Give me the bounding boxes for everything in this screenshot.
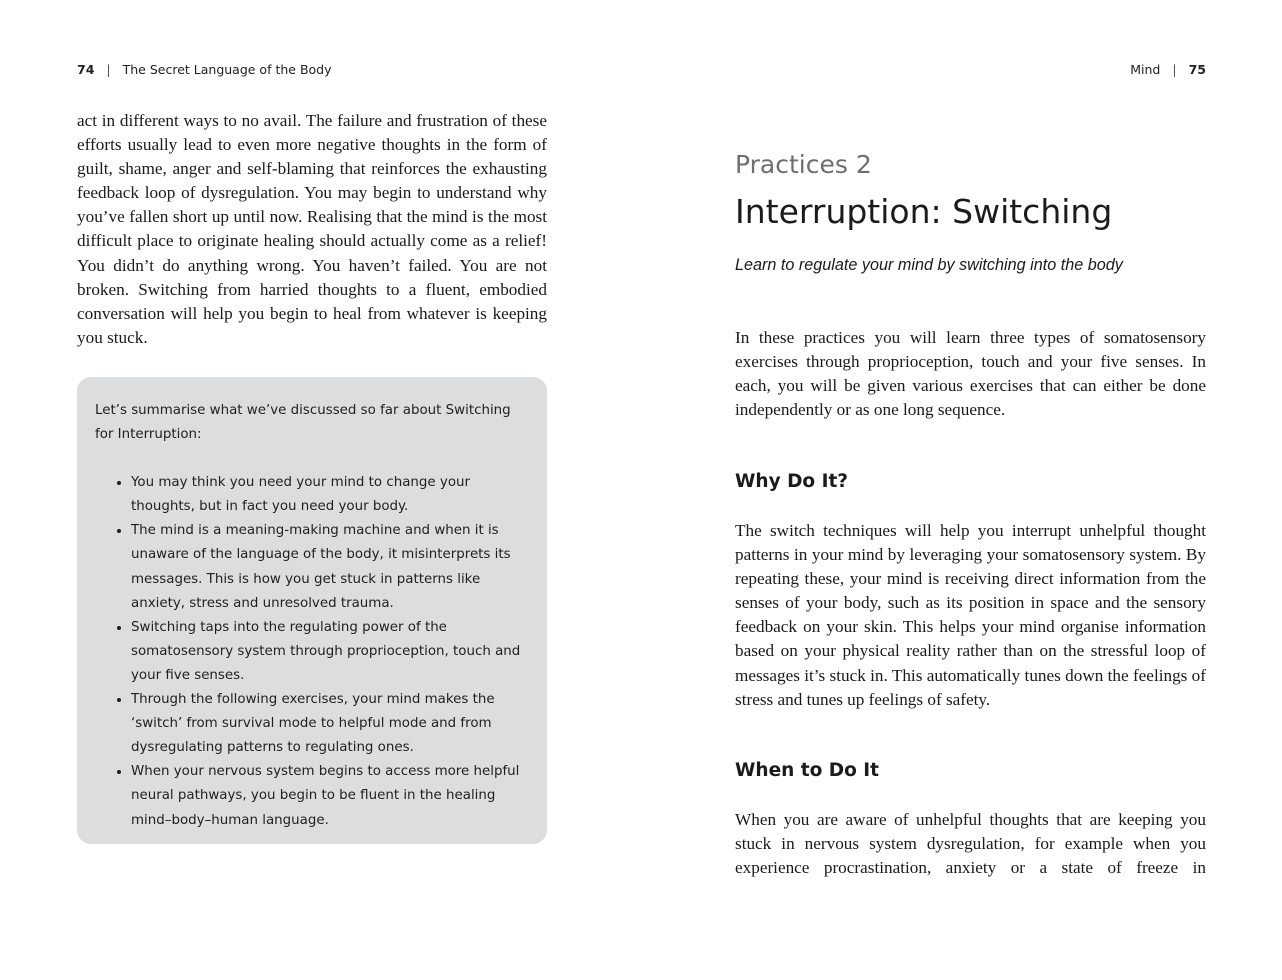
why-heading: Why Do It? <box>735 471 849 492</box>
summary-bullet-list <box>95 471 531 832</box>
summary-intro: Let’s summarise what we’ve discussed so far about Switching for Interruption: <box>95 403 511 443</box>
right-page <box>641 0 1282 980</box>
summary-bullet: • Switching taps into the regulating power of the somatosensory system through proprioception, touch and your five senses. <box>131 616 531 688</box>
section-title: Interruption: Switching <box>735 192 1113 231</box>
section-subtitle: Learn to regulate your mind by switching into the body <box>735 256 1123 274</box>
right-page-number: 75 <box>1188 62 1206 77</box>
summary-bullet: • You may think you need your mind to change your thoughts, but in fact you need your body. <box>131 471 531 519</box>
section-kicker: Practices 2 <box>735 150 872 179</box>
when-paragraph: When you are aware of unhelpful thoughts that are keeping you stuck in nervous system dysregulation, for example when you experience procrastination, anxiety or a state of freeze in <box>735 810 1206 878</box>
when-heading: When to Do It <box>735 760 879 781</box>
intro-paragraph: In these practices you will learn three types of somatosensory exercises through proprioception, touch and your five senses. In each, you will be given various exercises that can either be done independently or as one long sequence. <box>735 328 1206 420</box>
right-running-head <box>1130 62 1206 77</box>
left-page-number: 74 <box>77 62 95 77</box>
why-paragraph: The switch techniques will help you interrupt unhelpful thought patterns in your mind by leveraging your somatosensory system. By repeating these, your mind is receiving direct information from the senses of your body, such as its position in space and the sensory feedback on your skin. This helps your mind organise information based on your physical reality rather than on the stressful loop of messages it’s stuck in. This automatically tunes down the feelings of stress and tunes up feelings of safety. <box>735 521 1206 709</box>
left-running-head <box>77 62 332 77</box>
summary-bullet: • The mind is a meaning-making machine and when it is unaware of the language of the body, it misinterprets its messages. This is how you get stuck in patterns like anxiety, stress and unresolved trauma. <box>131 519 531 615</box>
summary-bullet: • Through the following exercises, your mind makes the ‘switch’ from survival mode to helpful mode and from dysregulating patterns to regulating ones. <box>131 688 531 760</box>
right-running-head-separator: | <box>1172 62 1177 77</box>
left-body-paragraph: act in different ways to no avail. The failure and frustration of these efforts usually lead to even more negative thoughts in the form of guilt, shame, anger and self-blaming that reinforces the exhausting feedback loop of dysregulation. You may begin to understand why you’ve fallen short up until now. Realising that the mind is the most difficult place to originate healing should actually come as a relief! You didn’t do anything wrong. You haven’t failed. You are not broken. Switching from harried thoughts to a fluent, embodied conversation will help you begin to heal from whatever is keeping you stuck. <box>77 111 547 347</box>
left-running-head-separator: | <box>106 62 111 77</box>
summary-box <box>77 377 547 844</box>
chapter-name: Mind <box>1130 62 1161 77</box>
book-title: The Secret Language of the Body <box>122 62 332 77</box>
summary-bullet: • When your nervous system begins to access more helpful neural pathways, you begin to be fluent in the healing mind–body–human language. <box>131 760 531 832</box>
